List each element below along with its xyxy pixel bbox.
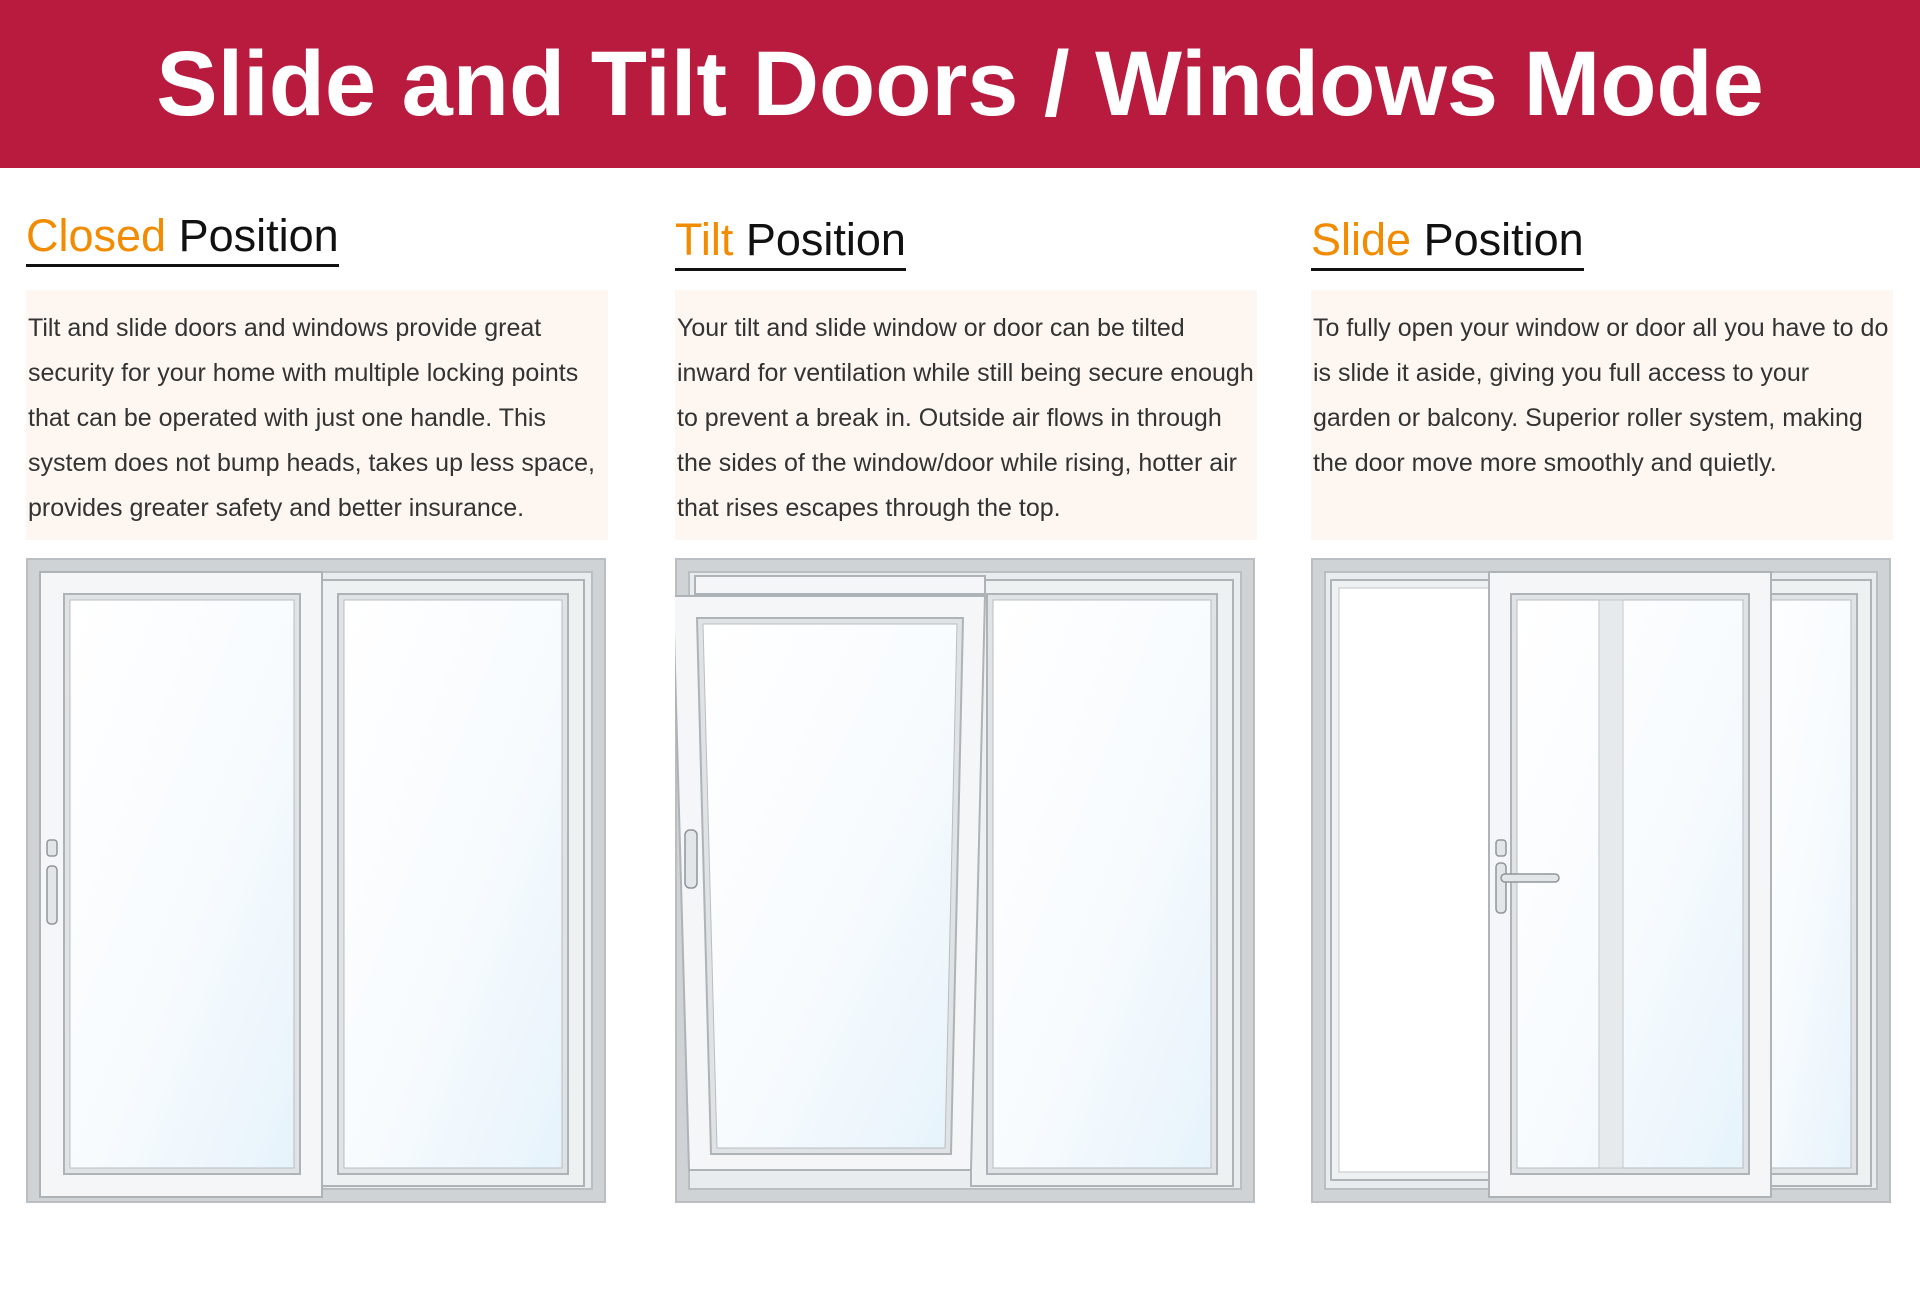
heading-rest: Position — [733, 214, 906, 265]
column-closed — [26, 210, 608, 522]
closed-door-icon — [26, 558, 606, 1203]
description-text: To fully open your window or door all you have to do is slide it aside, giving you full access to your garden or balcony. Superior roller system, making the door move more smoothly and quietly. — [1313, 314, 1889, 477]
description-box — [26, 290, 608, 540]
description-text: Your tilt and slide window or door can be tilted inward for ventilation while still being secure enough to prevent a break in. Outside air flows in through the sides of the window/door while rising, hotter air that rises escapes through the top. — [677, 314, 1254, 522]
heading-rest: Position — [1411, 214, 1584, 265]
column-slide — [1311, 210, 1893, 477]
heading-accent: Closed — [26, 210, 167, 261]
description-box — [675, 290, 1257, 540]
header-banner — [0, 0, 1920, 168]
slid-door-icon — [1311, 558, 1891, 1203]
description-text: Tilt and slide doors and windows provide great security for your home with multiple locking points that can be operated with just one handle. This system does not bump heads, takes up less space, provides greater safety and better insurance. — [28, 314, 595, 522]
tilt-position-heading — [675, 214, 906, 271]
column-tilt — [675, 210, 1257, 522]
tilted-door-icon — [675, 558, 1257, 1203]
page-title: Slide and Tilt Doors / Windows Mode — [156, 33, 1764, 135]
slide-position-heading — [1311, 214, 1584, 271]
heading-accent: Tilt — [675, 214, 734, 265]
heading-accent: Slide — [1311, 214, 1412, 265]
closed-position-heading — [26, 210, 339, 267]
description-box — [1311, 290, 1893, 540]
heading-rest: Position — [166, 210, 339, 261]
